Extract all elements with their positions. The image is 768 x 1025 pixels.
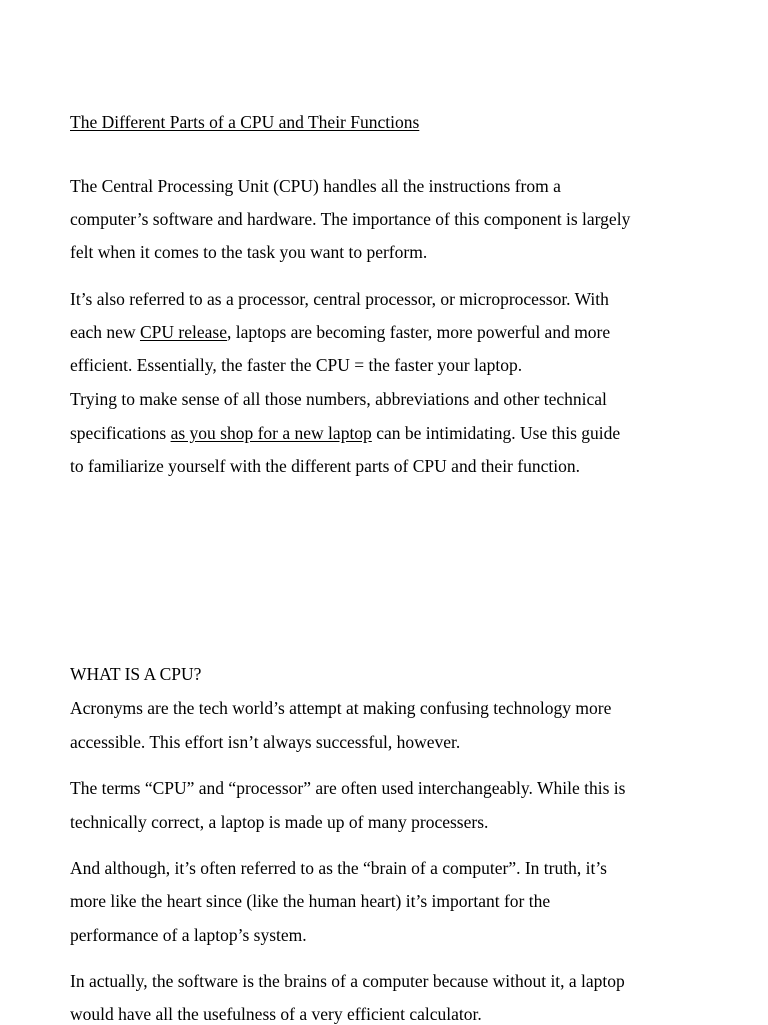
section-p3-line1: And although, it’s often referred to as the “brain of a computer”. In truth, it’s: [70, 858, 607, 878]
intro-p2-line3: efficient. Essentially, the faster the CPU = the faster your laptop.: [70, 355, 523, 375]
intro-p3-text: can be intimidating. Use this guide: [371, 423, 621, 443]
section-p1-line1: Acronyms are the tech world’s attempt at making confusing technology more: [70, 698, 612, 718]
section-p2-line2: technically correct, a laptop is made up of many processers.: [70, 812, 489, 832]
section-p3-line3: performance of a laptop’s system.: [70, 925, 307, 945]
intro-p3-line2: [70, 422, 620, 444]
document-title: The Different Parts of a CPU and Their Functions: [70, 112, 420, 132]
intro-p2-line1: It’s also referred to as a processor, central processor, or microprocessor. With: [70, 289, 609, 309]
intro-p1-line3: felt when it comes to the task you want to perform.: [70, 242, 428, 262]
section-p4-line2: would have all the usefulness of a very efficient calculator.: [70, 1004, 482, 1024]
intro-p2-text: , laptops are becoming faster, more powerful and more: [226, 322, 611, 342]
shop-new-laptop-link[interactable]: as you shop for a new laptop: [170, 423, 372, 443]
section-p2-line1: The terms “CPU” and “processor” are often used interchangeably. While this is: [70, 778, 626, 798]
intro-p3-line3: to familiarize yourself with the different parts of CPU and their function.: [70, 456, 580, 476]
intro-p1-line1: The Central Processing Unit (CPU) handles all the instructions from a: [70, 176, 561, 196]
intro-p1-line2: computer’s software and hardware. The importance of this component is largely: [70, 209, 631, 229]
section-p1-line2: accessible. This effort isn’t always successful, however.: [70, 732, 461, 752]
cpu-release-link[interactable]: CPU release: [139, 322, 227, 342]
section-p4-line1: In actually, the software is the brains of a computer because without it, a laptop: [70, 971, 625, 991]
intro-p3-text: specifications: [70, 423, 171, 443]
intro-p2-line2: [70, 321, 610, 343]
section-p3-line2: more like the heart since (like the human heart) it’s important for the: [70, 891, 551, 911]
section-heading: WHAT IS A CPU?: [70, 664, 202, 684]
intro-p3-line1: Trying to make sense of all those numbers, abbreviations and other technical: [70, 389, 607, 409]
intro-p2-text: each new: [70, 322, 140, 342]
